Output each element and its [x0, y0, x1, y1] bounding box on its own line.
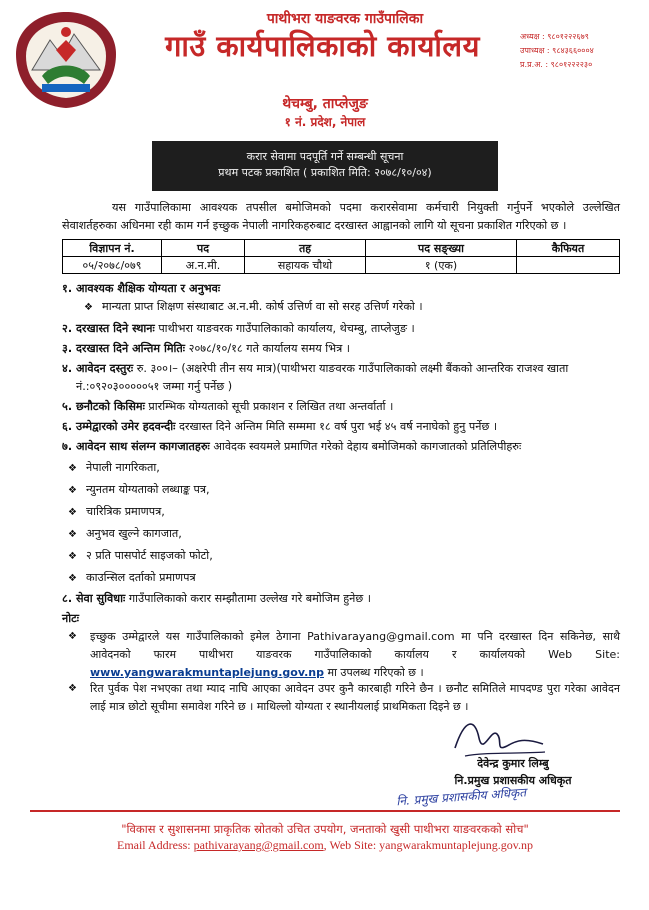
email-link[interactable]: pathivarayang@gmail.com — [193, 838, 324, 852]
section-facilities — [62, 590, 622, 608]
table-cell: १ (एक) — [366, 257, 517, 274]
address-line-2: १ नं. प्रदेश, नेपाल — [284, 115, 366, 129]
section-label: ७. आवेदन साथ संलग्न कागजातहरुः — [62, 440, 210, 453]
footer-contact — [30, 838, 620, 853]
section-text: नं.:०९२०३०००००५१ जम्मा गर्नु पर्नेछ ) — [76, 380, 233, 393]
note-heading — [62, 610, 622, 628]
signatory-name: देवेन्द्र कुमार लिम्बु — [477, 757, 549, 770]
contact-line: अध्यक्ष : ९८०१२२२६७९ — [520, 32, 589, 41]
bullet-icon: ❖ — [68, 485, 77, 496]
section-label: ५. छनौटको किसिमः — [62, 400, 145, 413]
table-cell: अ.न.मी. — [162, 257, 245, 274]
table-cell: सहायक चौथो — [245, 257, 366, 274]
bullet-icon: ❖ — [84, 302, 93, 313]
table-row — [63, 257, 620, 274]
list-item-text: मान्यता प्राप्त शिक्षण संस्थाबाट अ.न.मी. कोर्ष उत्तिर्ण वा सो सरह उत्तिर्ण गरेको । — [102, 300, 423, 313]
document-list-item — [68, 459, 160, 478]
contact-numbers — [520, 30, 594, 72]
section-text: पाथीभरा याङवरक गाउँपालिकाको कार्यालय, थेचम्बु, ताप्लेजुङ । — [158, 322, 415, 335]
section-label: ३. दरखास्त दिने अन्तिम मितिः — [62, 342, 186, 355]
footer-slogan: "विकास र सुशासनमा प्राकृतिक स्रोतको उचित उपयोग, जनताको खुसी पाथीभरा याङवरकको सोच" — [121, 822, 529, 836]
note-item — [68, 628, 620, 682]
section-label: २. दरखास्त दिने स्थानः — [62, 322, 155, 335]
note-text: इच्छुक उम्मेद्वारले यस गाउँपालिकाको इमेल ठेगाना Pathivarayang@gmail.com मा पनि दरखास्त दिन सकिनेछ, साथै आवेदनको फारम पाथीभरा याङवरक गाउँपालिकाको कार्यालय र कार्यालयको Web Site: — [90, 630, 620, 661]
contact-line: प्र.प्र.अ. : ९८०१२२२२३० — [520, 60, 593, 69]
table-header-row — [63, 240, 620, 257]
column-header: पद सङ्ख्या — [366, 240, 517, 257]
web-label: , Web Site: — [323, 838, 380, 852]
bullet-icon: ❖ — [68, 573, 77, 584]
document-list-item — [68, 547, 213, 566]
column-header: तह — [245, 240, 366, 257]
section-text: प्रारम्भिक योग्यताको सूची प्रकाशन र लिखित तथा अन्तर्वार्ता । — [148, 400, 394, 413]
notice-subtitle: प्रथम पटक प्रकाशित ( प्रकाशित मिति: २०७८/१०/०४) — [218, 166, 432, 179]
section-text: दरखास्त दिने अन्तिम मिति सम्ममा १८ वर्ष पुरा भई ४५ वर्ष ननाघेको हुनु पर्नेछ । — [178, 420, 498, 433]
table-cell — [517, 257, 620, 274]
vacancy-table — [62, 239, 620, 274]
section-label: ८. सेवा सुविधाः — [62, 592, 126, 605]
list-item-text: काउन्सिल दर्ताको प्रमाणपत्र — [86, 571, 196, 584]
bullet-icon: ❖ — [68, 507, 77, 518]
note-label: नोटः — [62, 612, 80, 625]
list-item — [84, 298, 423, 317]
note-text: रित पुर्वक पेश नभएका तथा म्याद नाघि आएका आवेदन उपर कुनै कारबाही गरिने छैन । छनौट समितिले मापदण्ड पुरा गरेका आवेदन लाई मात्र छोटो सूचीमा समावेश गरिने छ । माथिल्लो योग्यता र स्थानीयलाई प्राथमिकता दिइने छ । — [90, 682, 620, 713]
list-item-text: चारित्रिक प्रमाणपत्र, — [86, 505, 165, 518]
column-header: विज्ञापन नं. — [63, 240, 162, 257]
signatory-title: नि.प्रमुख प्रशासकीय अधिकृत — [454, 774, 572, 787]
bullet-icon: ❖ — [68, 463, 77, 474]
contact-line: उपाध्यक्ष : ९८४३६६०००४ — [520, 46, 594, 55]
section-text: आवेदक स्वयमले प्रमाणित गरेको देहाय बमोजिमको कागजातको प्रतिलिपीहरुः — [213, 440, 522, 453]
section-deadline — [62, 340, 622, 358]
notice-heading-box — [152, 141, 498, 191]
bullet-icon: ❖ — [68, 683, 77, 694]
footer-divider — [30, 810, 620, 812]
website-link[interactable]: www.yangwarakmuntaplejung.gov.np — [90, 666, 324, 679]
notice-title: करार सेवामा पदपूर्ति गर्ने सम्बन्धी सूचना — [246, 150, 404, 163]
section-label: ६. उम्मेद्वारको उमेर हदवन्दीः — [62, 420, 176, 433]
section-documents — [62, 438, 622, 456]
section-fee — [62, 360, 622, 378]
address-line-1: थेचम्बु, ताप्लेजुङ — [282, 96, 368, 112]
section-text: २०७८/१०/१८ गते कार्यालय समय भित्र । — [188, 342, 351, 355]
bullet-icon: ❖ — [68, 631, 77, 642]
list-item-text: न्युनतम योग्यताको लब्धाङ्क पत्र, — [86, 483, 210, 496]
document-list-item — [68, 525, 182, 544]
section-fee-continued — [76, 378, 636, 396]
list-item-text: नेपाली नागरिकता, — [86, 461, 160, 474]
note-text-end: मा उपलब्ध गरिएको छ । — [324, 666, 424, 679]
document-list-item — [68, 503, 165, 522]
section-label: १. आवश्यक शैक्षिक योग्यता र अनुभवः — [62, 282, 221, 295]
column-header: पद — [162, 240, 245, 257]
nepal-emblem-logo — [12, 10, 120, 110]
section-label: ४. आवेदन दस्तुरः — [62, 362, 134, 375]
column-header: कैफियत — [517, 240, 620, 257]
bullet-icon: ❖ — [68, 551, 77, 562]
document-list-item — [68, 481, 210, 500]
document-list-item — [68, 569, 196, 588]
list-item-text: अनुभव खुल्ने कागजात, — [86, 527, 182, 540]
section-text: रु. ३००।– (अक्षरेपी तीन सय मात्र)(पाथीभरा याङवरक गाउँपालिकाको लक्ष्मी बैंकको आन्तरिक राजश्व खाता — [136, 362, 569, 375]
table-cell: ०५/२०७८/०७९ — [63, 257, 162, 274]
office-title: गाउँ कार्यपालिकाको कार्यालय — [165, 29, 480, 63]
section-text: गाउँपालिकाको करार सम्झौतामा उल्लेख गरे बमोजिम हुनेछ । — [128, 592, 371, 605]
website-link[interactable]: yangwarakmuntaplejung.gov.np — [379, 838, 534, 852]
section-age-limit — [62, 418, 622, 436]
section-qualification — [62, 280, 622, 298]
municipality-name: पाथीभरा याङवरक गाउँपालिका — [266, 11, 424, 27]
section-selection-type — [62, 398, 622, 416]
email-label: Email Address: — [116, 838, 194, 852]
official-stamp: नि. प्रमुख प्रशासकीय अधिकृत — [395, 785, 527, 809]
list-item-text: २ प्रति पासपोर्ट साइजको फोटो, — [86, 549, 213, 562]
section-application-place — [62, 320, 622, 338]
intro-paragraph: यस गाउँपालिकामा आवश्यक तपसील बमोजिमको पदमा करारसेवामा कर्मचारी नियुक्ती गर्नुपर्ने भएकोले उल्लेखित सेवाशर्तहरुका अधिनमा रही काम गर्न इच्छुक नेपाली नागरिकहरुबाट दरखास्त आह्वानको लागि यो सूचना प्रकाशित गरिएको छ । — [62, 201, 620, 232]
bullet-icon: ❖ — [68, 529, 77, 540]
